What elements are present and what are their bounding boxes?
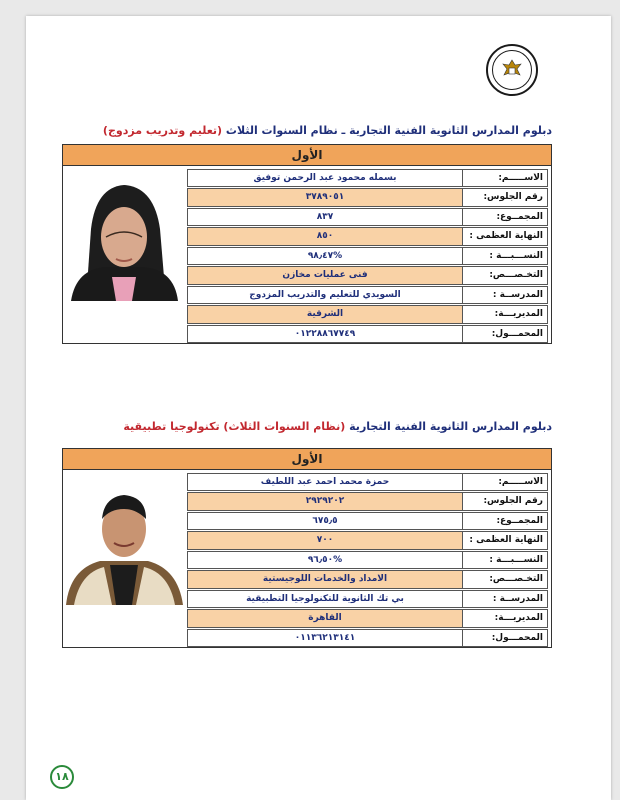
max-score-value: ٧٠٠ [187, 531, 463, 549]
section-2-heading [52, 420, 552, 438]
table-row [187, 247, 550, 265]
total-value: ٨٣٧ [187, 208, 463, 226]
page-number: ١٨ [50, 765, 74, 789]
seat-number-label: رقم الجلوس: [463, 492, 548, 510]
max-score-value: ٨٥٠ [187, 227, 463, 245]
student-photo-1 [66, 169, 183, 301]
student-card-2 [62, 448, 552, 648]
mobile-label: المحمـــول: [463, 629, 548, 647]
rank-label: الأول [63, 145, 551, 166]
table-row [187, 512, 550, 530]
table-row [187, 531, 550, 549]
table-row [187, 266, 550, 284]
table-row [187, 169, 550, 187]
table-row [187, 609, 550, 627]
section-2-title-main: دبلوم المدارس الثانوية الفنية التجارية [349, 420, 552, 433]
name-label: الاســـــم: [463, 169, 548, 187]
table-row [187, 286, 550, 304]
school-value: بي تك الثانوية للتكنولوجيا التطبيقية [187, 590, 463, 608]
table-row [187, 227, 550, 245]
seat-number-value: ٣٧٨٩٠٥١ [187, 188, 463, 206]
mobile-value: ٠١٢٢٨٨٦٧٧٤٩ [187, 325, 463, 343]
eagle-emblem-icon [492, 50, 532, 90]
mobile-label: المحمـــول: [463, 325, 548, 343]
section-1-title-main: دبلوم المدارس الثانوية الفنية التجارية ـ نظام السنوات الثلاث [225, 124, 552, 137]
max-score-label: النهاية العظمى : [463, 227, 548, 245]
directorate-label: المديريـــة: [463, 609, 548, 627]
student-card-1 [62, 144, 552, 344]
details-table-1 [187, 169, 550, 344]
directorate-value: الشرقية [187, 305, 463, 323]
details-table-2 [187, 473, 550, 648]
name-value: بسمله محمود عبد الرحمن توفيق [187, 169, 463, 187]
specialization-value: الامداد والخدمات اللوجيستية [187, 570, 463, 588]
percentage-value: %٩٨٫٤٧ [187, 247, 463, 265]
rank-label: الأول [63, 449, 551, 470]
table-row [187, 551, 550, 569]
seat-number-value: ٢٩٢٩٢٠٢ [187, 492, 463, 510]
table-row [187, 473, 550, 491]
seat-number-label: رقم الجلوس: [463, 188, 548, 206]
section-2-title-sub: (نظام السنوات الثلاث) تكنولوجيا تطبيقية [123, 420, 346, 433]
school-value: السويدي للتعليم والتدريب المزدوج [187, 286, 463, 304]
table-row [187, 188, 550, 206]
table-row [187, 590, 550, 608]
specialization-label: التخـصـــص: [463, 266, 548, 284]
section-1-heading [52, 124, 552, 142]
student-photo-2 [66, 473, 183, 605]
table-row [187, 492, 550, 510]
table-row [187, 570, 550, 588]
total-label: المجمــوع: [463, 512, 548, 530]
max-score-label: النهاية العظمى : [463, 531, 548, 549]
school-label: المدرســة : [463, 590, 548, 608]
table-row [187, 629, 550, 647]
directorate-label: المديريـــة: [463, 305, 548, 323]
school-label: المدرســة : [463, 286, 548, 304]
ministry-logo [486, 44, 538, 96]
table-row [187, 325, 550, 343]
percentage-value: %٩٦٫٥٠ [187, 551, 463, 569]
total-label: المجمــوع: [463, 208, 548, 226]
specialization-label: التخـصـــص: [463, 570, 548, 588]
table-row [187, 208, 550, 226]
name-label: الاســـــم: [463, 473, 548, 491]
percentage-label: النســـبـــة : [463, 247, 548, 265]
name-value: حمزة محمد احمد عبد اللطيف [187, 473, 463, 491]
total-value: ٦٧٥٫٥ [187, 512, 463, 530]
percentage-label: النســـبـــة : [463, 551, 548, 569]
table-row [187, 305, 550, 323]
mobile-value: ٠١١٣٦٢١٣١٤١ [187, 629, 463, 647]
section-1-title-sub: (تعليم وتدريب مزدوج) [102, 124, 223, 137]
specialization-value: فنى عمليات مخازن [187, 266, 463, 284]
directorate-value: القاهرة [187, 609, 463, 627]
